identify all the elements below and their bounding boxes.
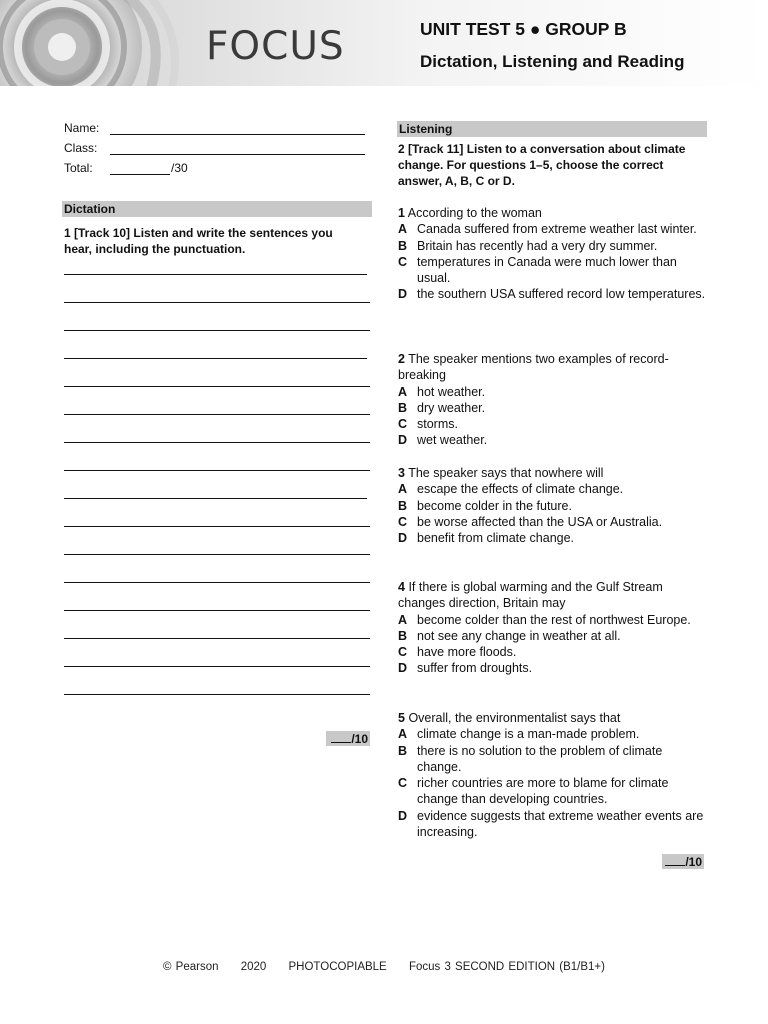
name-field-row — [64, 121, 369, 137]
dictation-score-box[interactable] — [326, 731, 370, 746]
dictation-line[interactable] — [64, 582, 370, 583]
option-letter: D — [398, 661, 408, 676]
option-letter: B — [398, 498, 408, 513]
dictation-line[interactable] — [64, 470, 370, 471]
option-letter: C — [398, 514, 408, 529]
brand-logo: FOCUS — [206, 24, 345, 69]
option-d[interactable] — [398, 660, 710, 676]
listening-instruction: 2 [Track 11] Listen to a conversation about climate change. For questions 1–5, choose the correct answer, A, B, C or D. — [398, 142, 686, 188]
option-letter: A — [398, 384, 408, 399]
option-letter: A — [398, 482, 408, 497]
question-stem: If there is global warming and the Gulf Stream changes direction, Britain may — [398, 580, 663, 611]
dictation-instruction: 1 [Track 10] Listen and write the sentences you hear, including the punctuation. — [64, 226, 333, 256]
option-letter: C — [398, 254, 408, 269]
dictation-line[interactable] — [64, 526, 370, 527]
option-text: be worse affected than the USA or Australia. — [417, 514, 663, 529]
dictation-line[interactable] — [64, 358, 367, 359]
header-banner — [0, 0, 768, 86]
option-a[interactable] — [398, 384, 710, 400]
option-letter: D — [398, 287, 408, 302]
question-stem: The speaker mentions two examples of record-breaking — [398, 352, 669, 383]
dictation-heading: Dictation — [62, 201, 372, 217]
option-letter: D — [398, 808, 408, 823]
dictation-line[interactable] — [64, 414, 370, 415]
listening-heading: Listening — [397, 121, 707, 137]
footer-edition: Focus 3 SECOND EDITION (B1/B1+) — [408, 961, 605, 973]
option-c[interactable] — [398, 416, 710, 432]
question-number: 4 — [398, 580, 405, 594]
option-a[interactable] — [398, 481, 710, 497]
option-text: hot weather. — [417, 384, 486, 399]
option-letter: D — [398, 433, 408, 448]
option-text: not see any change in weather at all. — [417, 628, 621, 643]
option-text: richer countries are more to blame for climate change than developing countries. — [417, 776, 669, 807]
option-text: dry weather. — [417, 400, 486, 415]
question-1 — [398, 205, 710, 303]
option-text: wet weather. — [417, 433, 488, 448]
name-label: Name: — [64, 121, 100, 135]
option-a[interactable] — [398, 612, 710, 628]
total-suffix: /30 — [171, 161, 188, 175]
option-c[interactable] — [398, 775, 710, 808]
option-d[interactable] — [398, 530, 710, 546]
dictation-score-suffix: /10 — [351, 732, 368, 746]
option-letter: A — [398, 727, 408, 742]
dictation-line[interactable] — [64, 302, 370, 303]
option-letter: B — [398, 743, 408, 758]
option-text: climate change is a man-made problem. — [417, 727, 640, 742]
dictation-score-blank[interactable] — [331, 731, 351, 743]
option-a[interactable] — [398, 726, 710, 742]
listening-score-suffix: /10 — [685, 855, 702, 869]
option-c[interactable] — [398, 254, 710, 287]
option-letter: D — [398, 531, 408, 546]
dictation-line[interactable] — [64, 554, 370, 555]
option-c[interactable] — [398, 644, 710, 660]
question-number: 1 — [398, 206, 405, 220]
total-field-row — [64, 161, 369, 177]
option-text: storms. — [417, 417, 458, 432]
option-letter: B — [398, 238, 408, 253]
question-5 — [398, 710, 710, 840]
question-2 — [398, 351, 710, 449]
option-text: benefit from climate change. — [417, 531, 575, 546]
dictation-line[interactable] — [64, 638, 370, 639]
option-letter: B — [398, 400, 408, 415]
option-letter: A — [398, 222, 408, 237]
question-stem: According to the woman — [407, 206, 542, 220]
option-text: evidence suggests that extreme weather events are increasing. — [417, 808, 704, 840]
option-b[interactable] — [398, 628, 710, 644]
question-number: 3 — [398, 466, 405, 480]
option-c[interactable] — [398, 514, 710, 530]
name-input-line[interactable] — [110, 121, 365, 135]
unit-subtitle: Dictation, Listening and Reading — [420, 52, 685, 71]
option-b[interactable] — [398, 743, 710, 776]
option-text: temperatures in Canada were much lower than usual. — [417, 254, 677, 286]
option-text: there is no solution to the problem of climate change. — [417, 743, 663, 774]
option-b[interactable] — [398, 400, 710, 416]
option-b[interactable] — [398, 238, 710, 254]
option-letter: B — [398, 628, 408, 643]
option-letter: A — [398, 612, 408, 627]
total-label: Total: — [64, 161, 93, 175]
question-4 — [398, 579, 710, 677]
class-label: Class: — [64, 141, 98, 155]
dictation-line[interactable] — [64, 442, 370, 443]
swirl-graphic-icon — [0, 0, 230, 86]
page-footer — [0, 961, 768, 973]
question-number: 5 — [398, 711, 405, 725]
class-field-row — [64, 141, 369, 157]
dictation-line[interactable] — [64, 330, 370, 331]
question-3 — [398, 465, 710, 546]
question-stem: Overall, the environmentalist says that — [408, 711, 621, 725]
option-text: the southern USA suffered record low temperatures. — [417, 287, 706, 302]
footer-photocopiable: PHOTOCOPIABLE — [288, 961, 387, 973]
listening-score-blank[interactable] — [665, 854, 685, 866]
unit-title: UNIT TEST 5 ● GROUP B — [420, 19, 627, 39]
option-letter: C — [398, 645, 408, 660]
option-a[interactable] — [398, 221, 710, 237]
option-b[interactable] — [398, 498, 710, 514]
dictation-line[interactable] — [64, 694, 370, 695]
dictation-line[interactable] — [64, 386, 370, 387]
dictation-line[interactable] — [64, 666, 370, 667]
total-input-line[interactable] — [110, 161, 170, 175]
question-stem: The speaker says that nowhere will — [408, 466, 604, 480]
option-d[interactable] — [398, 432, 710, 448]
question-number: 2 — [398, 352, 405, 366]
dictation-line[interactable] — [64, 498, 367, 499]
option-text: have more floods. — [417, 645, 517, 660]
option-letter: C — [398, 776, 408, 791]
option-text: become colder than the rest of northwest Europe. — [417, 612, 691, 627]
option-text: Britain has recently had a very dry summer. — [417, 238, 658, 253]
listening-score-box[interactable] — [662, 854, 704, 869]
option-text: suffer from droughts. — [417, 661, 533, 676]
footer-copyright: © Pearson — [163, 961, 219, 973]
option-d[interactable] — [398, 286, 710, 302]
class-input-line[interactable] — [110, 141, 365, 155]
option-text: become colder in the future. — [417, 498, 572, 513]
option-d[interactable] — [398, 808, 710, 841]
footer-year: 2020 — [240, 961, 267, 973]
dictation-line[interactable] — [64, 274, 367, 275]
option-text: escape the effects of climate change. — [417, 482, 624, 497]
dictation-line[interactable] — [64, 610, 370, 611]
option-text: Canada suffered from extreme weather last winter. — [417, 222, 697, 237]
option-letter: C — [398, 417, 408, 432]
